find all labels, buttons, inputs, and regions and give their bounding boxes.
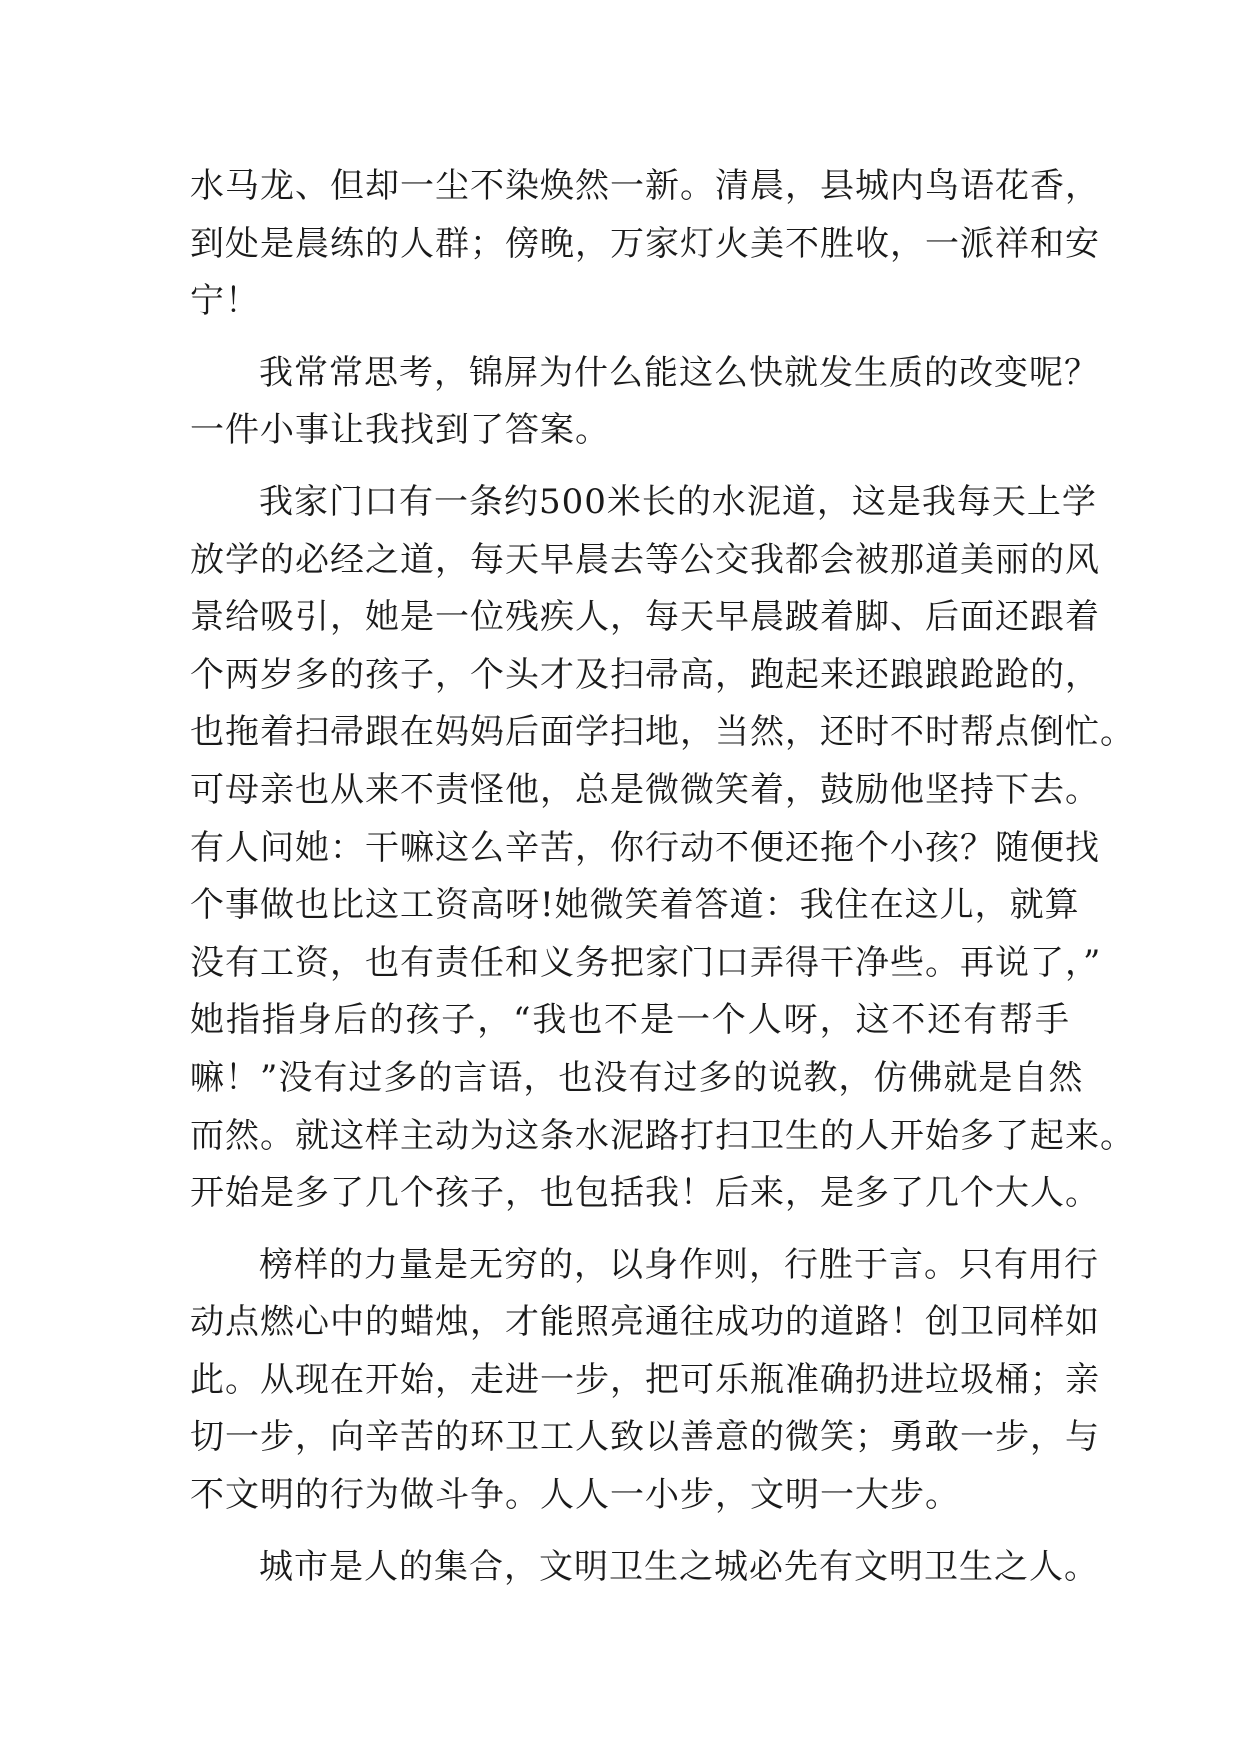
text-line: 嘛！”没有过多的言语，也没有过多的说教，仿佛就是自然 xyxy=(190,1057,1084,1098)
text-line: 我家门口有一条约500米长的水泥道，这是我每天上学 xyxy=(259,481,1097,522)
text-line: 一件小事让我找到了答案。 xyxy=(190,410,610,451)
text-line: 她指指身后的孩子，“我也不是一个人呀，这不还有帮手 xyxy=(190,1000,1070,1041)
paragraph-5 xyxy=(190,1539,1099,1597)
text-line: 有人问她：干嘛这么辛苦，你行动不便还拖个小孩？随便找 xyxy=(190,827,1100,868)
text-line: 开始是多了几个孩子，也包括我！后来，是多了几个大人。 xyxy=(190,1173,1100,1214)
text-line: 个事做也比这工资高呀!她微笑着答道：我住在这儿，就算 xyxy=(190,885,1080,926)
text-line: 城市是人的集合，文明卫生之城必先有文明卫生之人。 xyxy=(259,1546,1099,1587)
text-line: 我常常思考，锦屏为什么能这么快就发生质的改变呢？ xyxy=(259,352,1099,393)
text-line: 个两岁多的孩子，个头才及扫帚高，跑起来还踉踉跄跄的， xyxy=(190,654,1100,695)
paragraph-3 xyxy=(190,474,1135,1223)
text-line: 景给吸引，她是一位残疾人，每天早晨跛着脚、后面还跟着 xyxy=(190,597,1100,638)
text-line: 宁！ xyxy=(190,281,260,322)
paragraph-2 xyxy=(190,345,1099,460)
text-line: 此。从现在开始，走进一步，把可乐瓶准确扔进垃圾桶；亲 xyxy=(190,1359,1100,1400)
text-line: 水马龙、但却一尘不染焕然一新。清晨，县城内鸟语花香， xyxy=(190,166,1100,206)
text-line: 动点燃心中的蜡烛，才能照亮通往成功的道路！创卫同样如 xyxy=(190,1302,1100,1343)
text-line: 到处是晨练的人群；傍晚，万家灯火美不胜收，一派祥和安 xyxy=(190,223,1100,264)
text-line: 没有工资，也有责任和义务把家门口弄得干净些。再说了，” xyxy=(190,942,1102,983)
text-line: 而然。就这样主动为这条水泥路打扫卫生的人开始多了起来。 xyxy=(190,1115,1135,1156)
text-line: 切一步，向辛苦的环卫工人致以善意的微笑；勇敢一步，与 xyxy=(190,1417,1100,1458)
paragraph-1 xyxy=(190,158,1100,331)
text-line: 榜样的力量是无穷的，以身作则，行胜于言。只有用行 xyxy=(259,1244,1099,1285)
text-line: 也拖着扫帚跟在妈妈后面学扫地，当然，还时不时帮点倒忙。 xyxy=(190,712,1135,753)
text-line: 可母亲也从来不责怪他，总是微微笑着，鼓励他坚持下去。 xyxy=(190,769,1100,810)
paragraph-4 xyxy=(190,1237,1100,1525)
text-line: 放学的必经之道，每天早晨去等公交我都会被那道美丽的风 xyxy=(190,539,1100,580)
document-body xyxy=(190,158,1135,1596)
text-line: 不文明的行为做斗争。人人一小步，文明一大步。 xyxy=(190,1475,960,1516)
